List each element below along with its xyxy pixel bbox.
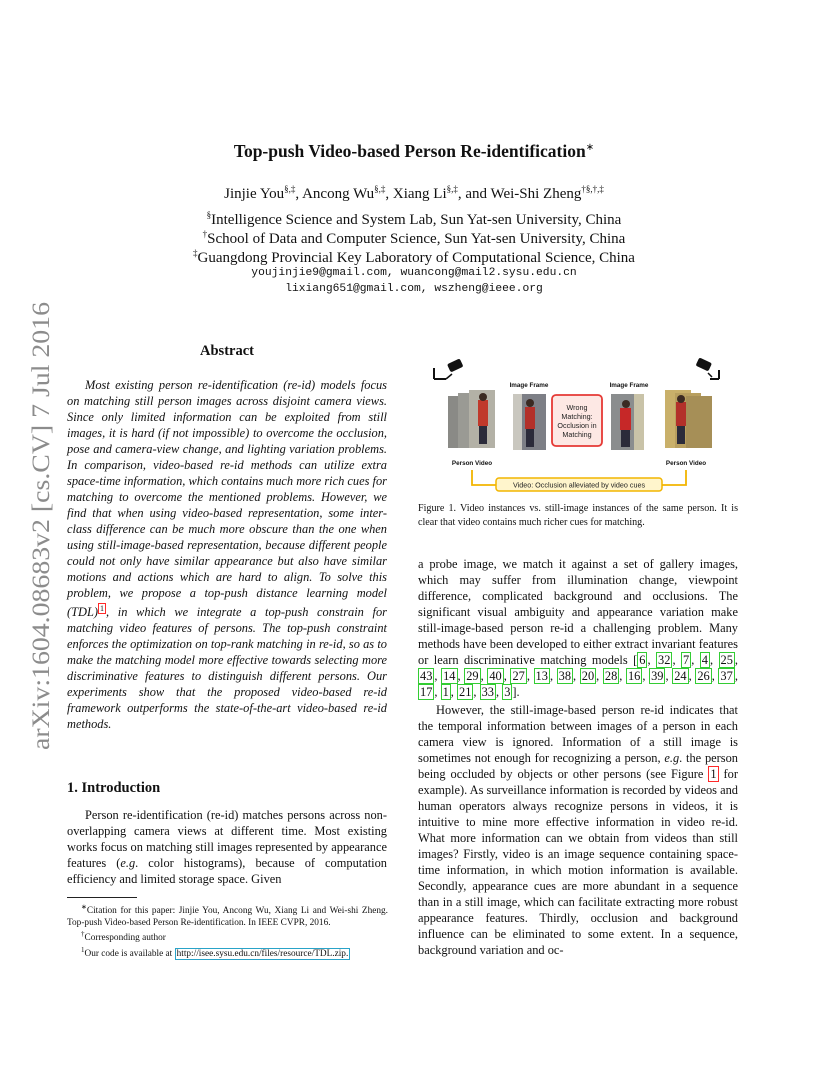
figure-1 <box>420 352 743 495</box>
person-video-right-frames <box>665 390 712 448</box>
author-name: Jinjie You <box>224 186 285 202</box>
footnote-text: Our code is available at <box>84 949 175 960</box>
footnote-mark: † <box>81 930 85 939</box>
image-frame-right-label: Image Frame <box>609 382 649 389</box>
image-frame-right <box>611 394 644 450</box>
right-para-text: However, the still-image-based person re-id indicates that the temporal information between images of a person in each camera view is ignored. Information of a still image is sometimes not enough for recognizing a person, <box>418 703 738 766</box>
citation-link[interactable]: 16 <box>627 669 641 684</box>
citation-link[interactable]: 38 <box>558 669 572 684</box>
video-banner-text: Video: Occlusion alleviated by video cues <box>512 480 646 490</box>
citation-link[interactable]: 4 <box>701 653 708 668</box>
footnote-link[interactable]: 1 <box>99 604 104 614</box>
citation-link[interactable]: 43 <box>420 669 433 684</box>
title-footnote-mark: ∗ <box>585 142 595 154</box>
abstract-text: , in which we integrate a top-push constrain for matching video features of persons. The top-push constraint enforces the optimization on top-rank matching in re-id, so as to make the matching model more effective towards selecting more discriminative features to distinguish different persons. Our experiments show that the proposed video-based re-id framework outperforms the state-of-the-art video-based re-id methods. <box>67 605 387 732</box>
citation-link[interactable]: 32 <box>658 653 671 668</box>
affiliation-text: Guangdong Provincial Key Laboratory of Computational Science, China <box>197 250 635 266</box>
abstract-body <box>67 377 387 732</box>
author-name: Wei-Shi Zheng <box>490 186 582 202</box>
author-mark: †§,†,‡ <box>581 184 604 194</box>
footnote-mark: ∗ <box>81 903 87 911</box>
code-url-link[interactable]: http://isee.sysu.edu.cn/files/resource/TDL.zip. <box>176 949 349 960</box>
right-column-text <box>418 556 738 958</box>
citation-link[interactable]: 17 <box>420 685 433 700</box>
author-mark: §,‡ <box>446 184 458 194</box>
affiliation-text: School of Data and Computer Science, Sun Yat-sen University, China <box>207 231 626 247</box>
right-para-text: . the person being occluded by objects or other persons (see Figure <box>418 751 738 782</box>
person-video-left-label: Person Video <box>451 460 493 467</box>
intro-heading: 1. Introduction <box>67 780 161 796</box>
person-video-left-frames <box>448 390 495 448</box>
author-separator: , <box>385 186 393 202</box>
right-paragraph-2 <box>418 702 738 958</box>
email-line: lixiang651@gmail.com, wszheng@ieee.org <box>285 283 543 295</box>
camera-icon-left <box>434 358 463 379</box>
citation-link[interactable]: 24 <box>674 669 687 684</box>
abstract-heading: Abstract <box>200 343 254 359</box>
footnote-rule <box>67 897 137 898</box>
right-para-text: a probe image, we match it against a set of gallery images, which may suffer from illumination change, viewpoint difference, complicated background and occlusions. The significant visual ambiguity and appearance variation make still-image-based person re-id a challenging problem. Many methods have been developed to either extract invariant features or learn discriminative matching models <box>418 557 738 668</box>
image-frame-left <box>513 394 546 450</box>
affiliation-line <box>0 210 828 229</box>
footnotes <box>67 902 388 961</box>
footnote-mark: 1 <box>81 945 85 954</box>
footnote-citation <box>67 902 388 929</box>
author-mark: §,‡ <box>374 184 386 194</box>
wrong-matching-line: Matching: <box>561 412 593 421</box>
citation-link[interactable]: 40 <box>489 669 502 684</box>
affiliation-line <box>0 248 828 267</box>
author-name: Xiang Li <box>392 186 447 202</box>
citation-link[interactable]: 39 <box>651 669 664 684</box>
footnote-text: Citation for this paper: Jinjie You, Ancong Wu, Xiang Li and Wei-shi Zheng. Top-push Video-based Person Re-identification. In IEEE CVPR, 2016. <box>67 906 388 928</box>
arxiv-stamp-text: arXiv:1604.08683v2 [cs.CV] 7 Jul 2016 <box>26 339 55 750</box>
citation-link[interactable]: 7 <box>683 653 690 668</box>
title-text: Top-push Video-based Person Re-identification <box>233 141 586 161</box>
citation-link[interactable]: 20 <box>581 669 595 684</box>
footnote-text: Corresponding author <box>84 933 166 944</box>
paper-title <box>0 141 828 162</box>
author-separator: , and <box>457 186 491 202</box>
citation-link[interactable]: 3 <box>504 685 511 700</box>
citation-link[interactable]: 25 <box>720 653 733 668</box>
citation-link[interactable]: 21 <box>459 685 472 700</box>
citation-link[interactable]: 27 <box>512 669 525 684</box>
citation-link[interactable]: 37 <box>720 669 733 684</box>
citation-link[interactable]: 29 <box>466 669 479 684</box>
affiliation-mark: † <box>202 229 208 239</box>
wrong-matching-line: Matching <box>562 430 592 439</box>
author-name: Ancong Wu <box>302 186 375 202</box>
wrong-matching-box <box>552 395 602 446</box>
citation-link[interactable]: 28 <box>604 669 618 684</box>
affiliation-mark: § <box>206 210 212 220</box>
citation-link[interactable]: 6 <box>639 653 646 668</box>
intro-paragraph <box>67 807 387 887</box>
affiliation-line <box>0 229 828 248</box>
figure-caption: Figure 1. Video instances vs. still-image instances of the same person. It is clear that video contains much richer cues for matching. <box>418 503 738 528</box>
wrong-matching-line: Wrong <box>566 403 588 412</box>
email-line: youjinjie9@gmail.com, wuancong@mail2.sysu.edu.cn <box>251 267 577 279</box>
author-line <box>0 184 828 203</box>
arxiv-stamp <box>22 300 58 760</box>
affiliation-text: Intelligence Science and System Lab, Sun Yat-sen University, China <box>211 212 622 228</box>
footnote-code <box>67 945 388 961</box>
right-paragraph-1: a probe image, we match it against a set of gallery images, which may suffer from illumination change, viewpoint difference, complicated background and occlusions. The significant visual ambiguity and appearance variation make still-image-based person re-id a challenging problem. Many methods have been developed to either extract invariant features or learn discriminative matching models [ 6 , 32 , 7 , 4 , 25 , 43 , 14 , 29 , 40 , 27 , 13 , 38 , 20 , 28 , 16 , 39 , 24 , 26 , 37 , 17 , 1 , 21 , 33 , 3 ]. <box>418 557 739 700</box>
citation-link[interactable]: 33 <box>481 685 494 700</box>
camera-icon-right <box>696 357 719 379</box>
wrong-matching-line: Occlusion in <box>557 421 597 430</box>
citation-link[interactable]: 13 <box>535 669 548 684</box>
abstract-text: Most existing person re-identification (re-id) models focus on matching still person images across disjoint camera views. Since only limited information can be exploited from still images, it is hard (if not impossible) to overcome the occlusion, pose and camera-view change, and lighting variation problems. In comparison, video-based re-id methods can utilize extra space-time information, which contains much more rich cues for matching to overcome the mentioned problems. However, we find that when using video-based representation, some inter-class difference can be much more obscure than the one when using still-image-based representation, because different people could not only have similar appearance but also have similar motions and actions which are hard to align. To solve this problem, we propose a top-push distance learning model (TDL) <box>67 378 387 620</box>
citation-link[interactable]: 14 <box>443 669 456 684</box>
intro-text: . color histograms), because of computation efficiency and limited storage space. Given <box>67 856 387 887</box>
person-video-right-label: Person Video <box>665 460 707 467</box>
footnote-corresponding <box>67 929 388 945</box>
author-mark: §,‡ <box>284 184 296 194</box>
right-para-eg: e.g <box>664 751 680 766</box>
affiliation-mark: ‡ <box>193 248 198 258</box>
right-para-text: for example). As surveillance information is recorded by videos and human operators always recognize persons in videos, it is intuitive to mine more effective information in video re-id. What more information can we obtain from videos than still images? Firstly, video is an image sequence containing space-time information, in which motion information is available. Secondly, appearance cues are more abundant in a sequence than in a still image, which can facilitate extracting more robust appearance features. Thirdly, occlusion and background influence can be eliminated to some extent. In a sequence, background variation and oc- <box>418 767 738 958</box>
figure-ref-link[interactable]: 1 <box>710 767 717 782</box>
author-separator: , <box>295 186 303 202</box>
image-frame-left-label: Image Frame <box>509 382 549 389</box>
citation-link[interactable]: 1 <box>442 685 449 700</box>
intro-text: Person re-identification (re-id) matches persons across non-overlapping camera views at different time. Most existing works focus on matching still images represented by appearance features ( <box>67 808 387 871</box>
citation-link[interactable]: 26 <box>697 669 710 684</box>
intro-eg: e.g <box>120 856 136 871</box>
